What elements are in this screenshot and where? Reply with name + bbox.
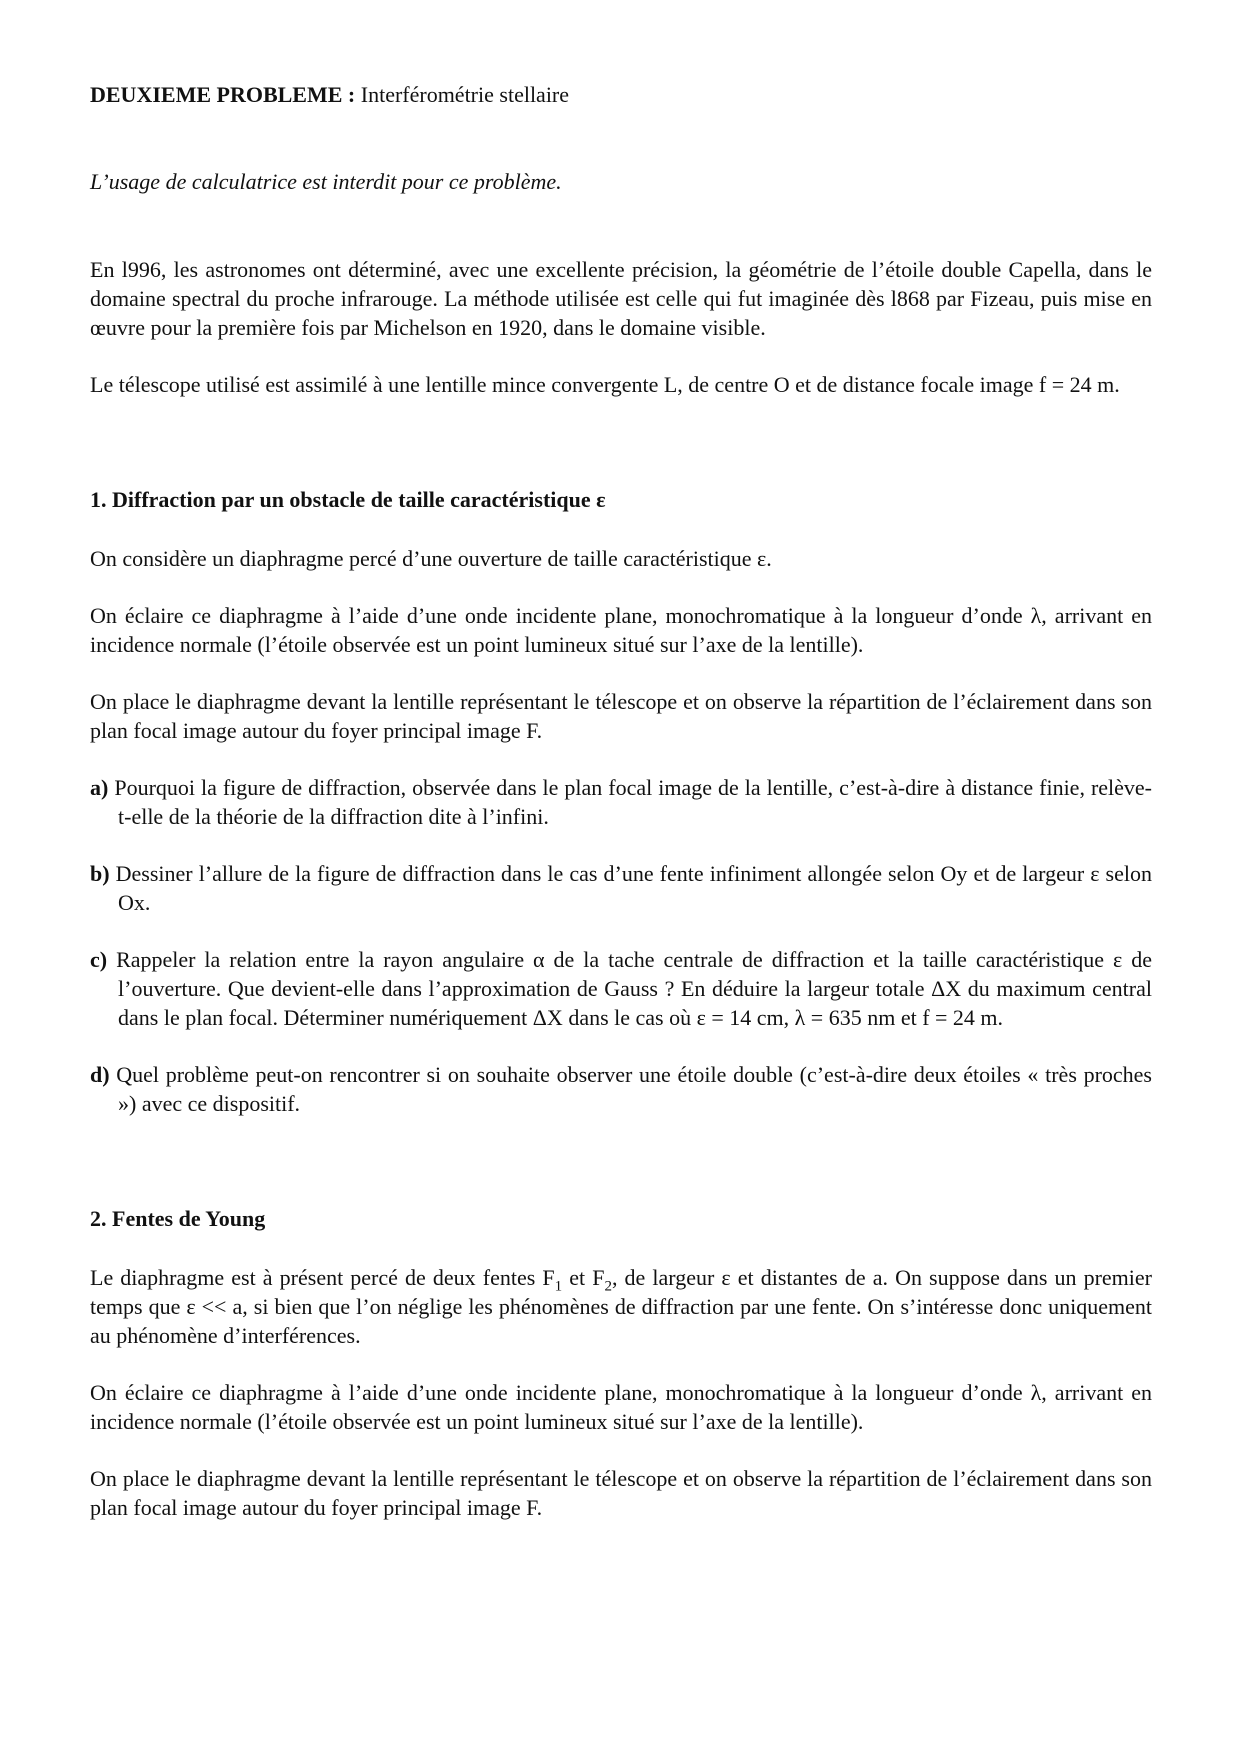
s2-p1-sub-1: 1 — [554, 1278, 563, 1295]
document-page — [90, 80, 1152, 1522]
intro-paragraph-1: En l996, les astronomes ont déterminé, avec une excellente précision, la géométrie de l’étoile double Capella, dans le domaine spectral du proche infrarouge. La méthode utilisée est celle qui fut imaginée dès l868 par Fizeau, puis mise en œuvre pour la première fois par Michelson en 1920, dans le domaine visible. — [90, 257, 1152, 340]
section-1-paragraph-1: On considère un diaphragme percé d’une ouverture de taille caractéristique ε. — [90, 546, 772, 571]
section-2-paragraph-3: On place le diaphragme devant la lentille représentant le télescope et on observe la répartition de l’éclairement dans son plan focal image autour du foyer principal image F. — [90, 1466, 1152, 1520]
question-a-label: a) — [90, 775, 109, 800]
question-b — [90, 859, 1152, 917]
question-b-label: b) — [90, 861, 110, 886]
question-c — [90, 945, 1152, 1032]
s2-p1-part-a: Le diaphragme est à présent percé de deux fentes F — [90, 1265, 555, 1290]
s2-p1-part-c: , de largeur ε et distantes de a. On suppose dans un premier temps que ε << a, si bien que l’on néglige les phénomènes de diffraction par une fente. On s’intéresse donc uniquement au phénomène d’interférences. — [90, 1265, 1152, 1348]
problem-title: Interférométrie stellaire — [360, 82, 570, 107]
question-c-label: c) — [90, 947, 108, 972]
section-2-paragraph-1 — [90, 1263, 1152, 1350]
calculator-notice: L’usage de calculatrice est interdit pour ce problème. — [90, 169, 562, 194]
section-1-paragraph-3: On place le diaphragme devant la lentille représentant le télescope et on observe la répartition de l’éclairement dans son plan focal image autour du foyer principal image F. — [90, 689, 1152, 743]
intro-paragraph-2: Le télescope utilisé est assimilé à une lentille mince convergente L, de centre O et de distance focale image f = 24 m. — [90, 372, 1120, 397]
question-a — [90, 773, 1152, 831]
section-1-paragraph-2: On éclaire ce diaphragme à l’aide d’une onde incidente plane, monochromatique à la longueur d’onde λ, arrivant en incidence normale (l’étoile observée est un point lumineux situé sur l’axe de la lentille). — [90, 603, 1152, 657]
question-d-text: Quel problème peut-on rencontrer si on souhaite observer une étoile double (c’est-à-dire deux étoiles « très proches ») avec ce dispositif. — [116, 1062, 1152, 1116]
section-1-heading: 1. Diffraction par un obstacle de taille caractéristique ε — [90, 487, 606, 512]
question-d-label: d) — [90, 1062, 110, 1087]
question-c-text: Rappeler la relation entre la rayon angulaire α de la tache centrale de diffraction et la taille caractéristique ε de l’ouverture. Que devient-elle dans l’approximation de Gauss ? En déduire la largeur totale ΔX du maximum central dans le plan focal. Déterminer numériquement ΔX dans le cas où ε = 14 cm, λ = 635 nm et f = 24 m. — [116, 947, 1153, 1030]
s2-p1-part-b: et F — [562, 1265, 605, 1290]
problem-title-line — [90, 80, 1152, 109]
question-a-text: Pourquoi la figure de diffraction, observée dans le plan focal image de la lentille, c’est-à-dire à distance finie, relève-t-elle de la théorie de la diffraction dite à l’infini. — [114, 775, 1152, 829]
section-2-heading: 2. Fentes de Young — [90, 1206, 266, 1231]
question-b-text: Dessiner l’allure de la figure de diffraction dans le cas d’une fente infiniment allongée selon Oy et de largeur ε selon Ox. — [115, 861, 1152, 915]
question-d — [90, 1060, 1152, 1118]
problem-label: DEUXIEME PROBLEME : — [90, 82, 356, 107]
s2-p1-sub-2: 2 — [604, 1278, 612, 1295]
section-2-paragraph-2: On éclaire ce diaphragme à l’aide d’une onde incidente plane, monochromatique à la longueur d’onde λ, arrivant en incidence normale (l’étoile observée est un point lumineux situé sur l’axe de la lentille). — [90, 1380, 1152, 1434]
